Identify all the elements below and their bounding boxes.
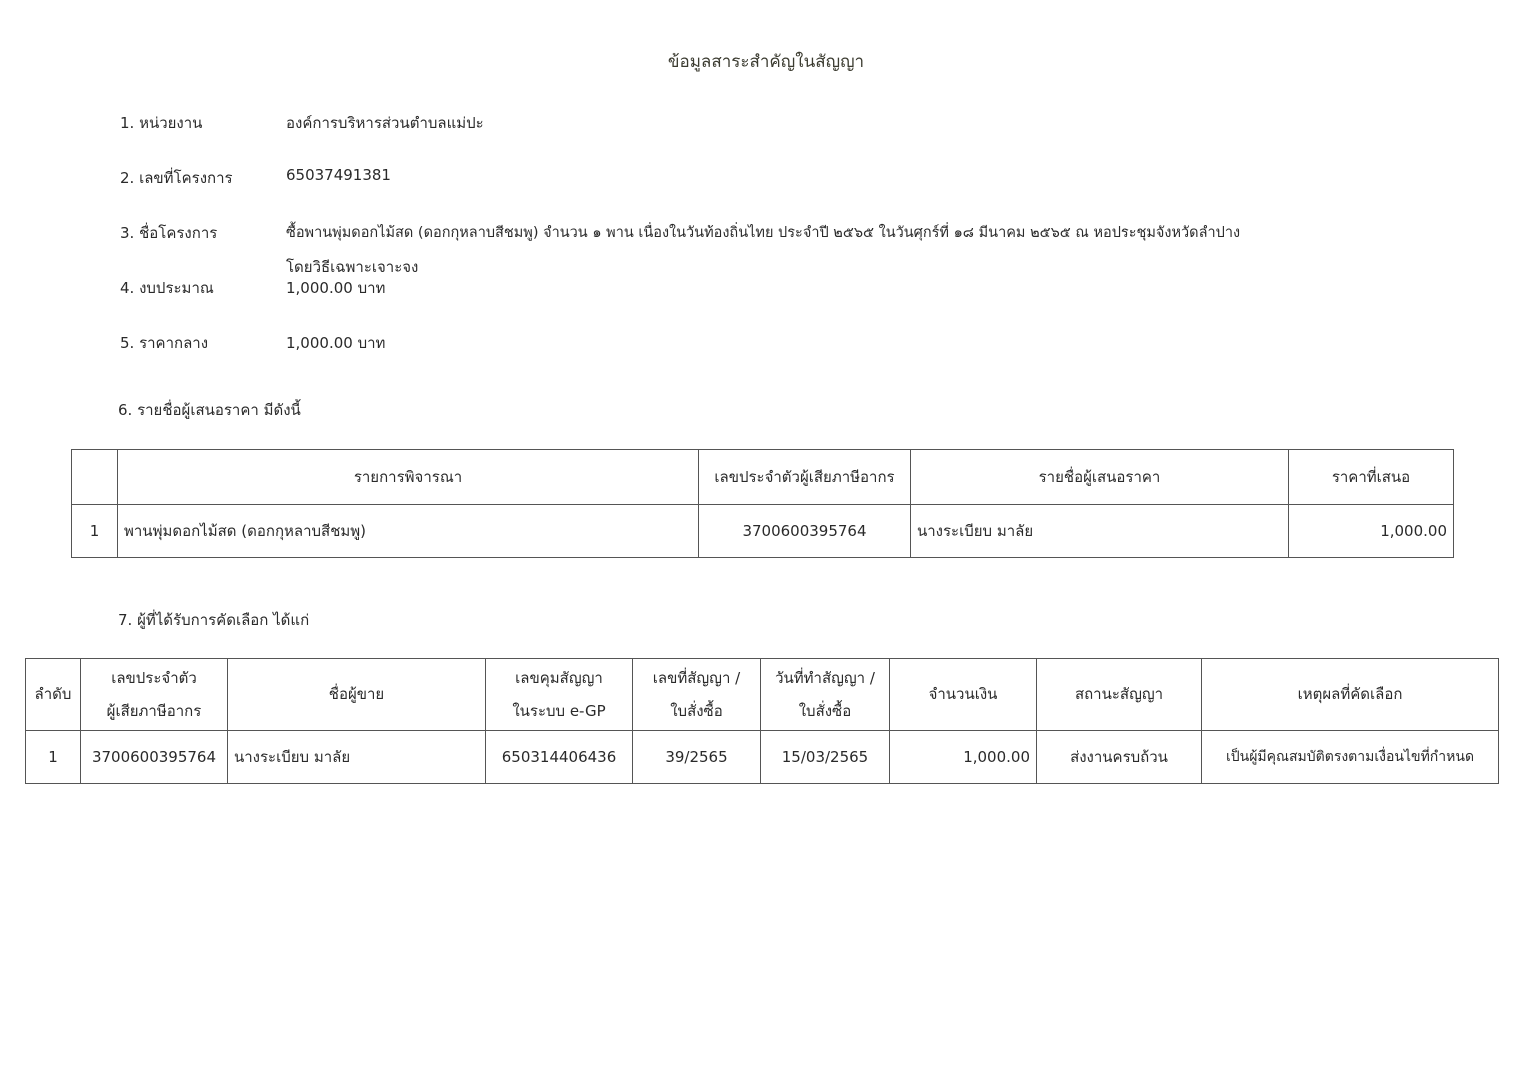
col-header-tax-id [81, 659, 228, 731]
col-header-reason: เหตุผลที่คัดเลือก [1202, 659, 1499, 731]
field-value-project-name: ซื้อพานพุ่มดอกไม้สด (ดอกกุหลาบสีชมพู) จำนวน ๑ พาน เนื่องในวันท้องถิ่นไทย ประจำปี ๒๕๖๕ ในวันศุกร์ที่ ๑๘ มีนาคม ๒๕๖๕ ณ หอประชุมจังหวัดลำปาง [286, 225, 1241, 241]
table-row [72, 505, 1454, 558]
field-label-reference-price: 5. ราคากลาง [120, 334, 209, 352]
table-header-row [72, 450, 1454, 505]
section6-heading: 6. รายชื่อผู้เสนอราคา มีดังนี้ [118, 401, 301, 419]
table-row [26, 731, 1499, 784]
col-header-no: ลำดับ [26, 659, 81, 731]
bidders-table [71, 449, 1454, 558]
document-title: ข้อมูลสาระสำคัญในสัญญา [667, 52, 865, 72]
cell-price: 1,000.00 [1289, 505, 1454, 558]
col-header-no [72, 450, 118, 505]
col-header-contract-no-line2: ใบสั่งซื้อ [670, 701, 723, 720]
field-value-agency: องค์การบริหารส่วนตำบลแม่ปะ [286, 114, 484, 132]
selected-vendors-table [25, 658, 1499, 784]
table-header-row [26, 659, 1499, 731]
cell-tax-id: 3700600395764 [699, 505, 911, 558]
field-label-budget: 4. งบประมาณ [120, 279, 214, 297]
col-header-seller: ชื่อผู้ขาย [228, 659, 486, 731]
cell-egp: 650314406436 [486, 731, 633, 784]
cell-no: 1 [26, 731, 81, 784]
cell-item: พานพุ่มดอกไม้สด (ดอกกุหลาบสีชมพู) [118, 505, 699, 558]
col-header-amount: จำนวนเงิน [890, 659, 1037, 731]
field-value-project-number: 65037491381 [286, 166, 391, 184]
cell-contract-no: 39/2565 [633, 731, 761, 784]
cell-contract-date: 15/03/2565 [761, 731, 890, 784]
col-header-contract-date [761, 659, 890, 731]
field-value-project-method: โดยวิธีเฉพาะเจาะจง [286, 258, 419, 276]
cell-amount: 1,000.00 [890, 731, 1037, 784]
col-header-contract-date-line2: ใบสั่งซื้อ [798, 701, 852, 720]
section7-heading: 7. ผู้ที่ได้รับการคัดเลือก ได้แก่ [118, 611, 310, 629]
col-header-tax-id-line1: เลขประจำตัว [111, 668, 197, 687]
cell-bidder: นางระเบียบ มาลัย [911, 505, 1289, 558]
col-header-item: รายการพิจารณา [118, 450, 699, 505]
field-label-project-name: 3. ชื่อโครงการ [120, 224, 218, 242]
field-value-reference-price: 1,000.00 บาท [286, 334, 386, 352]
field-label-agency: 1. หน่วยงาน [120, 114, 203, 132]
col-header-egp [486, 659, 633, 731]
cell-status: ส่งงานครบถ้วน [1037, 731, 1202, 784]
field-value-budget: 1,000.00 บาท [286, 279, 386, 297]
cell-tax-id: 3700600395764 [81, 731, 228, 784]
col-header-contract-date-line1: วันที่ทำสัญญา / [775, 668, 875, 687]
col-header-price: ราคาที่เสนอ [1289, 450, 1454, 505]
col-header-contract-no-line1: เลขที่สัญญา / [652, 668, 741, 687]
col-header-tax-id-line2: ผู้เสียภาษีอากร [106, 701, 202, 720]
cell-reason: เป็นผู้มีคุณสมบัติตรงตามเงื่อนไขที่กำหนด [1202, 731, 1499, 784]
cell-seller: นางระเบียบ มาลัย [228, 731, 486, 784]
cell-no: 1 [72, 505, 118, 558]
col-header-contract-no [633, 659, 761, 731]
col-header-bidder: รายชื่อผู้เสนอราคา [911, 450, 1289, 505]
field-label-project-number: 2. เลขที่โครงการ [120, 169, 233, 187]
col-header-egp-line1: เลขคุมสัญญา [515, 668, 603, 687]
col-header-tax-id: เลขประจำตัวผู้เสียภาษีอากร [699, 450, 911, 505]
col-header-egp-line2: ในระบบ e-GP [512, 701, 606, 720]
col-header-status: สถานะสัญญา [1037, 659, 1202, 731]
